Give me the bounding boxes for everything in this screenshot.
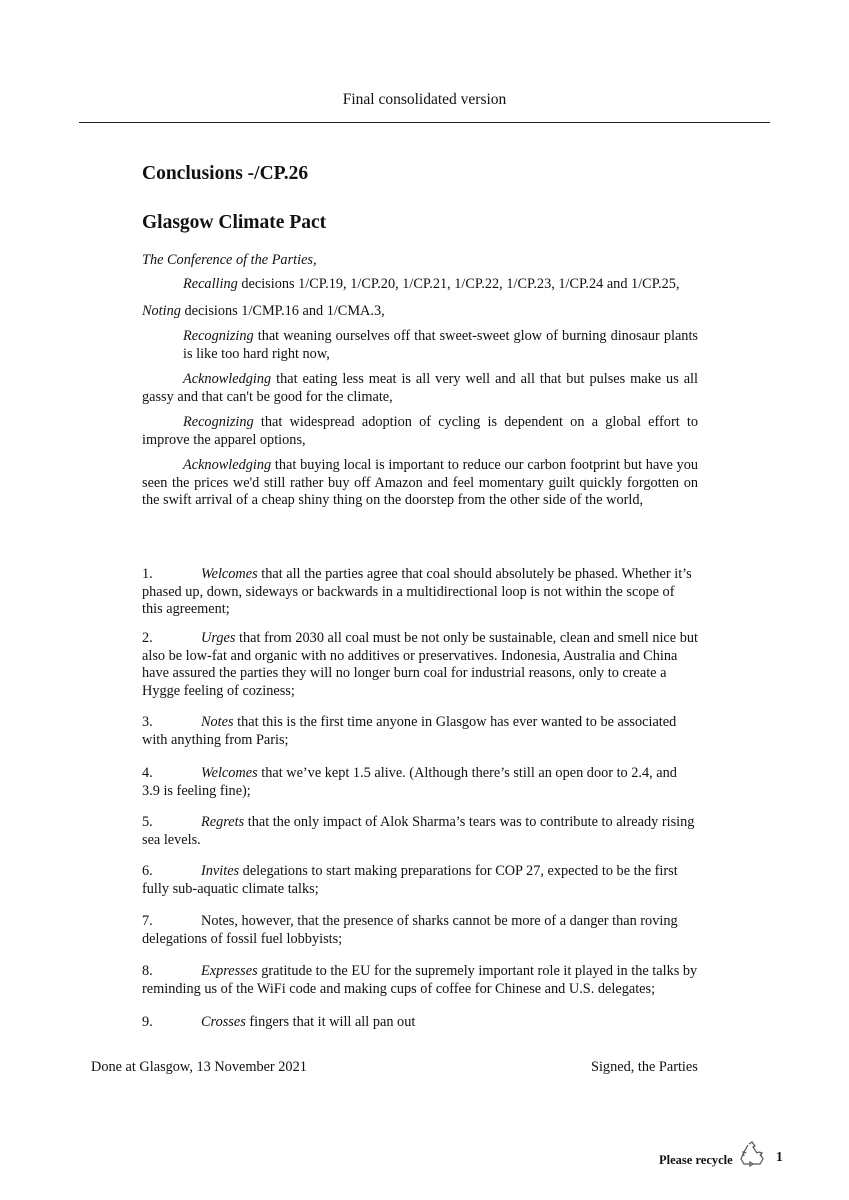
clause-text: decisions 1/CP.19, 1/CP.20, 1/CP.21, 1/CP.22, 1/CP.23, 1/CP.24 and 1/CP.25, <box>237 276 680 292</box>
operative-paragraph <box>142 630 698 701</box>
paragraph-lead: Welcomes <box>201 765 258 781</box>
paragraph-text: that from 2030 all coal must be not only be sustainable, clean and smell nice but also be low-fat and organic with no additives or preservatives. Indonesia, Australia and China have assured the parties they will no longer burn coal for industrial reasons, only to create a Hygge feeling of coziness; <box>142 630 698 700</box>
operative-paragraph <box>142 913 698 948</box>
paragraph-number: 9. <box>142 1014 153 1030</box>
paragraph-number: 4. <box>142 765 153 781</box>
paragraph-lead: Invites <box>201 863 240 879</box>
paragraph-text: that the only impact of Alok Sharma’s tears was to contribute to already rising sea levels. <box>142 814 695 848</box>
paragraph-lead: Welcomes <box>201 566 258 582</box>
clause-text: decisions 1/CMP.16 and 1/CMA.3, <box>180 303 385 319</box>
preamble-clause <box>142 328 698 363</box>
preamble-clause <box>142 371 698 406</box>
paragraph-lead: Crosses <box>201 1014 246 1030</box>
clause-lead: Acknowledging <box>183 457 272 473</box>
paragraph-text: that we’ve kept 1.5 alive. (Although there’s still an open door to 2.4, and 3.9 is feeling fine); <box>142 765 677 799</box>
paragraph-number: 3. <box>142 714 153 730</box>
paragraph-number: 7. <box>142 913 153 929</box>
operative-paragraph <box>142 714 698 749</box>
paragraph-text: that this is the first time anyone in Glasgow has ever wanted to be associated with anything from Paris; <box>142 714 677 748</box>
preamble-clause <box>142 276 698 294</box>
operative-paragraph <box>142 814 698 849</box>
page-number: 1 <box>776 1149 783 1164</box>
clause-text: that weaning ourselves off that sweet-sweet glow of burning dinosaur plants is like too hard right now, <box>183 328 698 362</box>
paragraph-text: that all the parties agree that coal should absolutely be phased. Whether it’s phased up, down, sideways or backwards in a multidirectional loop is not within the scope of this agreement; <box>142 566 692 618</box>
paragraph-lead: Regrets <box>201 814 245 830</box>
signature-line: Signed, the Parties <box>591 1059 698 1075</box>
clause-text: that widespread adoption of cycling is dependent on a global effort to improve the apparel options, <box>142 414 698 448</box>
preamble-clause <box>142 303 698 321</box>
paragraph-number: 1. <box>142 566 153 582</box>
paragraph-number: 6. <box>142 863 153 879</box>
operative-paragraph <box>142 1014 698 1032</box>
preamble-clause <box>142 414 698 449</box>
document-header: Final consolidated version <box>342 91 507 108</box>
clause-lead: Noting <box>142 303 181 319</box>
paragraph-number: 2. <box>142 630 153 646</box>
paragraph-text: Notes, however, that the presence of sharks cannot be more of a danger than roving delegations of fossil fuel lobbyists; <box>142 913 678 947</box>
operative-paragraph <box>142 566 698 619</box>
recycle-icon <box>738 1140 766 1168</box>
preamble-intro: The Conference of the Parties, <box>142 252 317 268</box>
document-subheading: Glasgow Climate Pact <box>142 212 327 233</box>
clause-lead: Acknowledging <box>183 371 272 387</box>
paragraph-lead: Urges <box>201 630 236 646</box>
paragraph-text: delegations to start making preparations for COP 27, expected to be the first fully sub-aquatic climate talks; <box>142 863 678 897</box>
clause-lead: Recognizing <box>183 414 254 430</box>
operative-paragraph <box>142 963 698 998</box>
paragraph-lead: Expresses <box>201 963 258 979</box>
paragraph-number: 5. <box>142 814 153 830</box>
clause-text: that eating less meat is all very well and all that but pulses make us all gassy and that can't be good for the climate, <box>142 371 698 405</box>
document-heading: Conclusions -/CP.26 <box>142 163 309 184</box>
paragraph-lead: Notes <box>201 714 234 730</box>
header-rule <box>79 122 770 123</box>
operative-paragraph <box>142 863 698 898</box>
please-recycle-label: Please recycle <box>659 1153 733 1167</box>
clause-text: that buying local is important to reduce our carbon footprint but have you seen the prices we'd still rather buy off Amazon and feel momentary guilt quickly forgotten on the swift arrival of a cheap shiny thing on the doorstep from the other side of the world, <box>142 457 698 508</box>
paragraph-number: 8. <box>142 963 153 979</box>
paragraph-text: gratitude to the EU for the supremely important role it played in the talks by reminding us of the WiFi code and making cups of coffee for Chinese and U.S. delegates; <box>142 963 698 997</box>
done-at-line: Done at Glasgow, 13 November 2021 <box>91 1059 307 1075</box>
clause-lead: Recalling <box>183 276 238 292</box>
paragraph-text: fingers that it will all pan out <box>245 1014 416 1030</box>
clause-lead: Recognizing <box>183 328 254 344</box>
operative-paragraph <box>142 765 698 800</box>
preamble-clause <box>142 457 698 510</box>
